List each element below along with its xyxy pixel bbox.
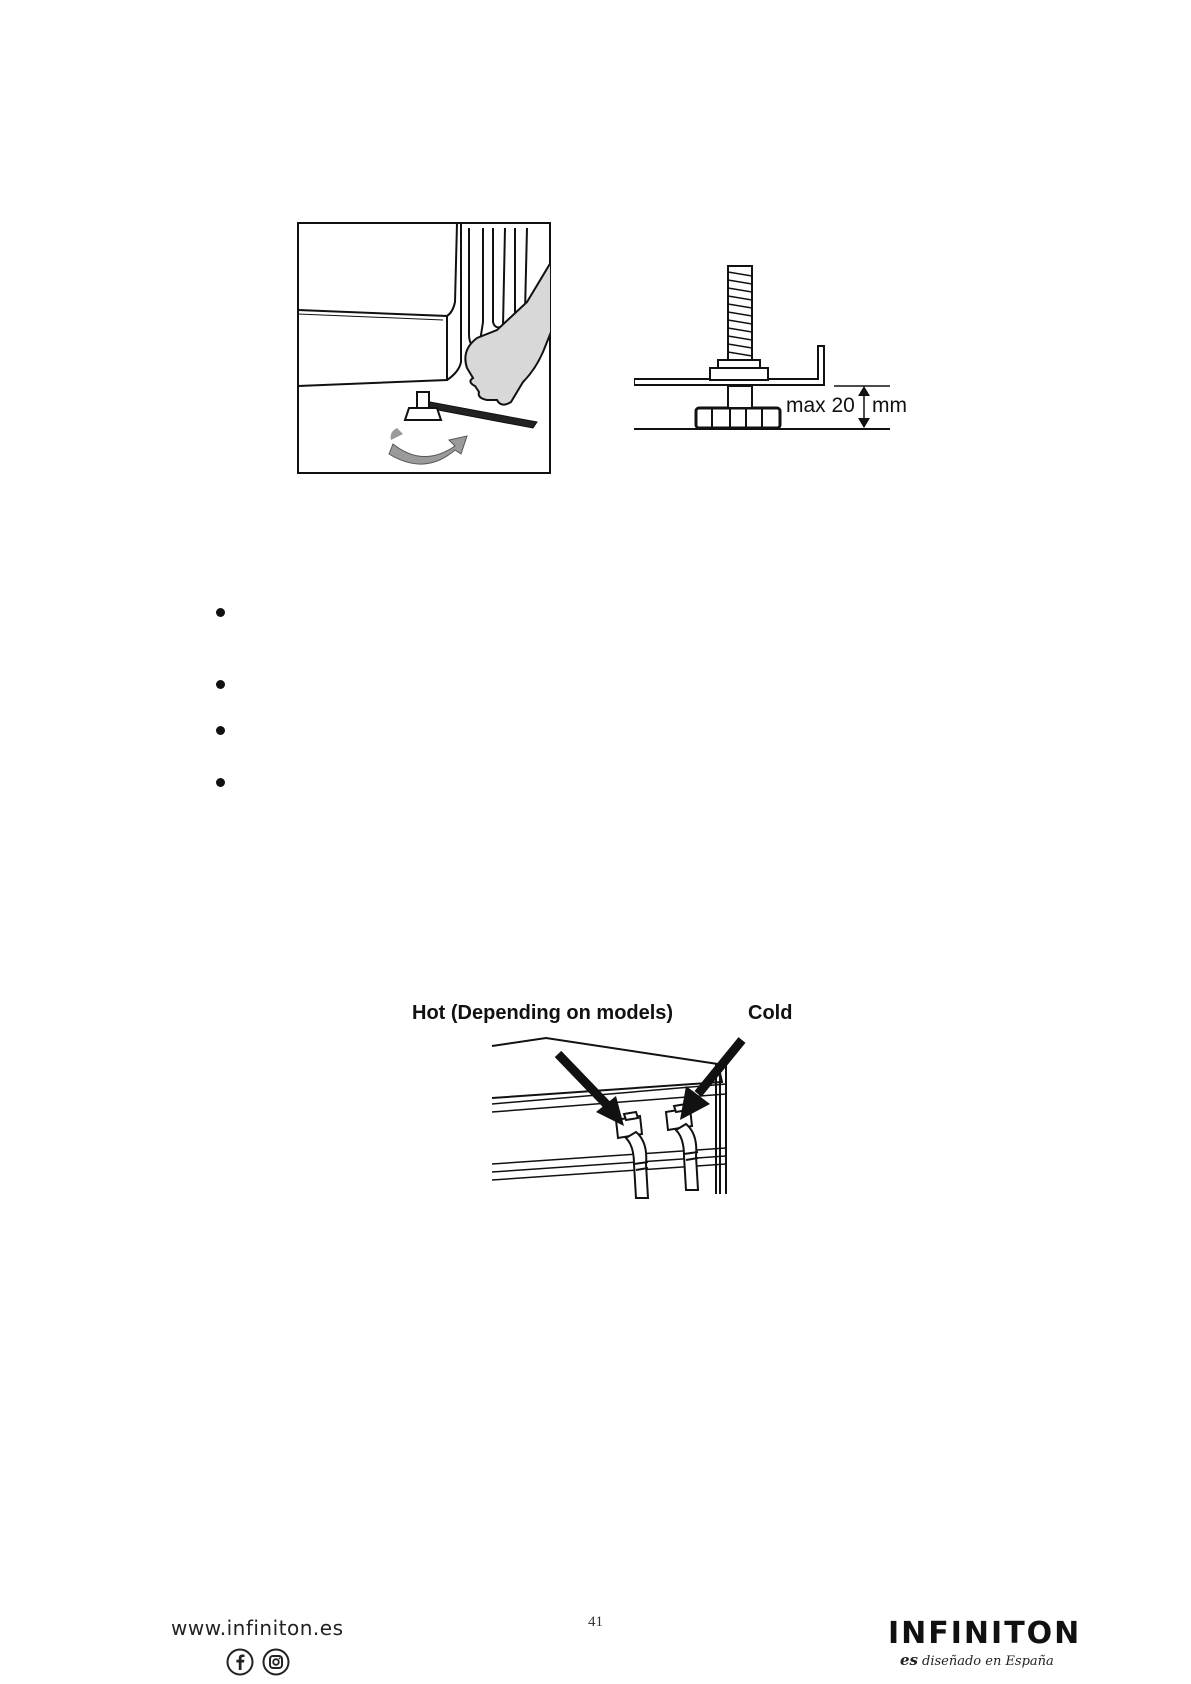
tagline-prefix: es [900,1651,918,1669]
tagline-text: diseñado en España [922,1654,1054,1669]
brand-logo: INFINITON [888,1616,1082,1651]
measure-label: max 20 [786,394,855,417]
bullet-dot-3 [216,726,225,735]
brand-tagline [900,1651,1054,1669]
bullet-dot-1 [216,608,225,617]
bullet-dot-4 [216,778,225,787]
bullet-dot-2 [216,680,225,689]
website-link[interactable]: www.infiniton.es [171,1616,344,1640]
facebook-icon[interactable] [226,1648,254,1676]
cold-inlet-label: Cold [748,1002,793,1024]
page-number: 41 [588,1614,603,1630]
foot-adjustment-illustration [297,222,551,474]
water-inlet-illustration [490,1034,752,1204]
measure-unit: mm [872,394,907,417]
hot-inlet-label: Hot (Depending on models) [412,1002,674,1024]
instagram-icon[interactable] [262,1648,290,1676]
